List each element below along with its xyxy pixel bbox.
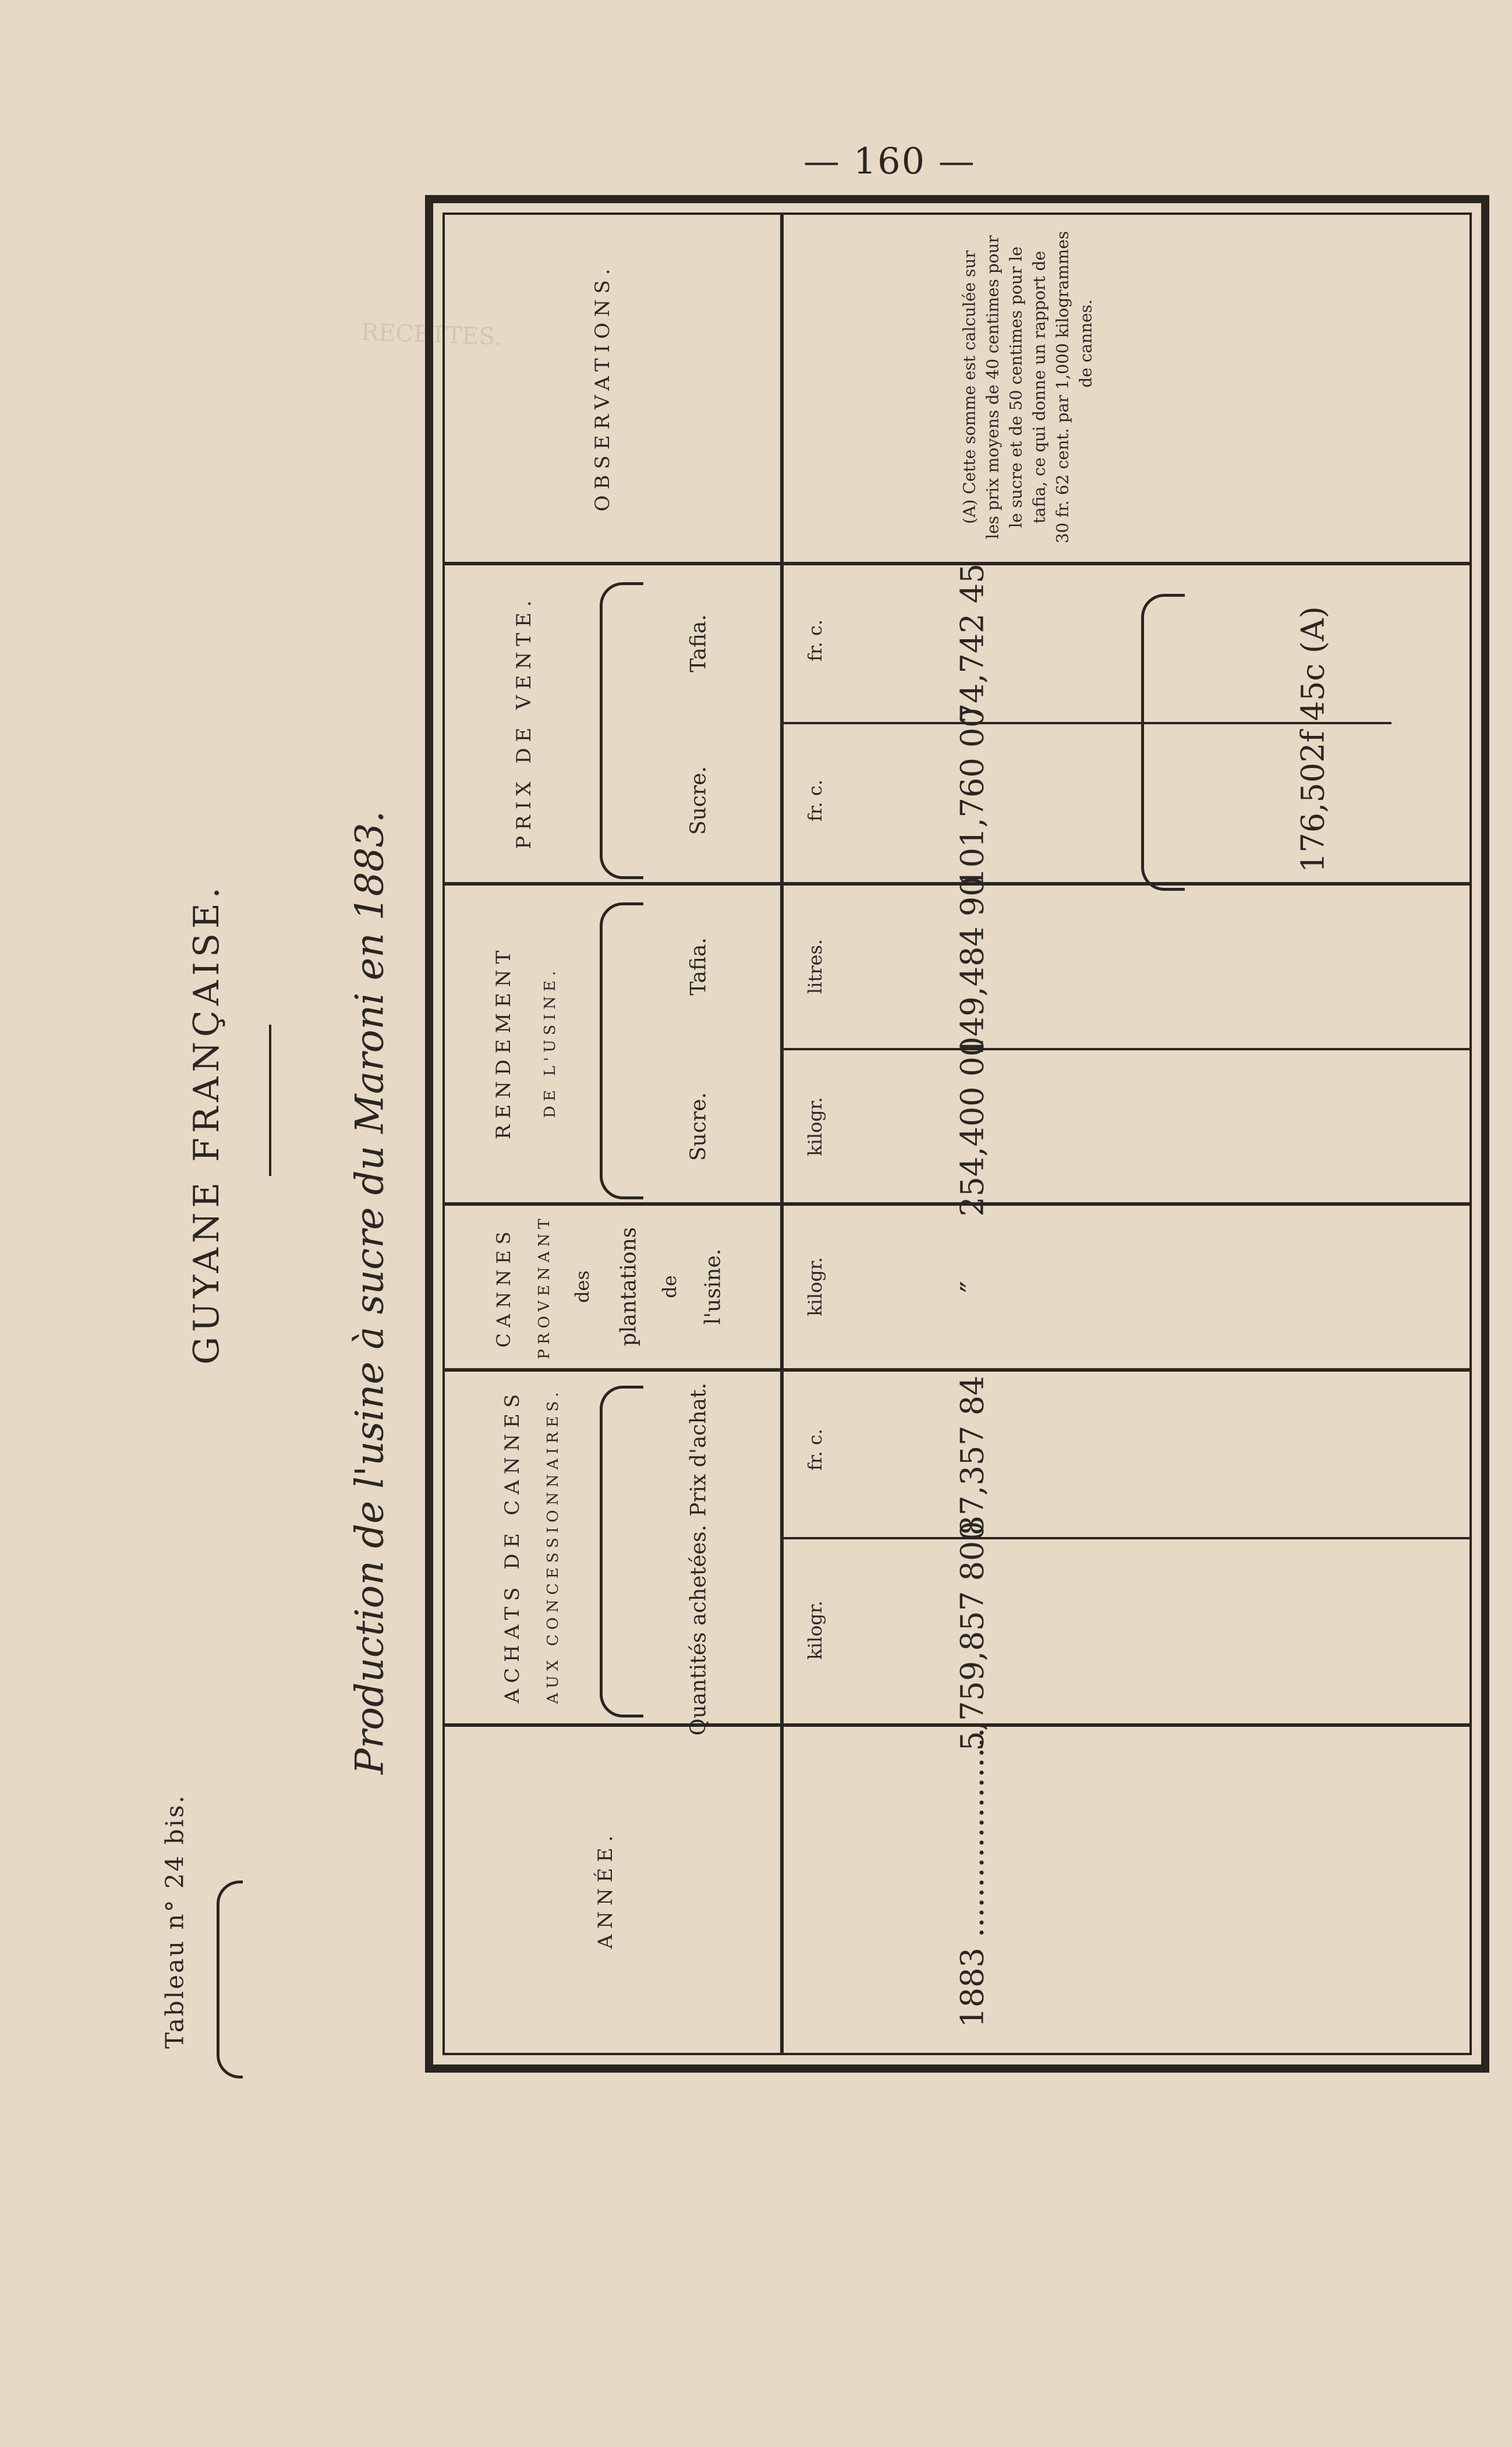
header-annee: ANNÉE. (594, 1829, 617, 1949)
header-sucre-rend: Sucre. (686, 1092, 711, 1161)
unit-tafia-prix: fr. c. (804, 619, 826, 662)
col-divider-cannes (442, 1368, 1472, 1372)
cell-annee: 1883 ..................... (954, 1727, 991, 2028)
header-tafia-rend: Tafia. (686, 937, 711, 996)
header-quantites: Quantités achetées. (686, 1524, 711, 1736)
note-line-2: les prix moyens de 40 centimes pour (983, 235, 1003, 539)
header-cannes-des: des (571, 1270, 593, 1303)
cell-tafia-rend: 149,484 90 (954, 876, 991, 1057)
unit-tafia-rend: litres. (804, 939, 826, 994)
table-ref-brace (217, 1881, 243, 2078)
country-heading: GUYANE FRANÇAISE. (186, 883, 227, 1365)
cell-sucre-prix: 101,760 00 (954, 707, 991, 888)
header-cannes-plantations: plantations (617, 1227, 641, 1347)
header-observations: OBSERVATIONS. (591, 263, 614, 512)
header-cannes-usine: l'usine. (701, 1248, 725, 1325)
prix-brace (600, 582, 643, 879)
header-rendement: RENDEMENT (492, 944, 515, 1140)
unit-quantites: kilogr. (804, 1600, 826, 1660)
cell-quantites: 5,759,857 800 (954, 1521, 991, 1751)
note-line-4: tafia, ce qui donne un rapport de (1029, 250, 1049, 524)
note-line-5: 30 fr. 62 cent. par 1,000 kilogrammes (1053, 231, 1072, 544)
table-ref: Tableau n° 24 bis. (160, 1794, 189, 2049)
page-number: — 160 — (803, 140, 976, 182)
unit-sucre-prix: fr. c. (804, 779, 826, 822)
unit-sucre-rend: kilogr. (804, 1097, 826, 1156)
cell-cannes: ″ (954, 1280, 991, 1293)
cell-tafia-prix: 74,742 45 (954, 563, 991, 724)
header-cannes-sub: PROVENANT (536, 1214, 553, 1359)
cell-total-prix: 176,502f 45c (A) (1294, 606, 1332, 873)
cell-sucre-rend: 254,400 00 (954, 1036, 991, 1217)
header-rendement-sub: DE L'USINE. (541, 966, 559, 1118)
header-achats: ACHATS DE CANNES (501, 1388, 524, 1704)
bleed-through-text: RECETTES. (360, 318, 502, 351)
table-title: Production de l'usine à sucre du Maroni en 1883. (347, 810, 392, 1775)
note-line-3: le sucre et de 50 centimes pour le (1006, 246, 1026, 528)
subcol-divider-rendement (780, 1048, 1472, 1050)
unit-cannes: kilogr. (804, 1257, 826, 1316)
header-cannes-de: de (658, 1275, 681, 1298)
note-line-6: de cannes. (1076, 299, 1096, 388)
unit-prix-achat: fr. c. (804, 1428, 826, 1471)
header-tafia-prix: Tafia. (686, 614, 711, 672)
header-sucre-prix: Sucre. (686, 766, 711, 835)
header-achats-sub: AUX CONCESSIONNAIRES. (544, 1387, 562, 1704)
header-separator (780, 213, 784, 2055)
cell-prix-achat: 87,357 84 (954, 1375, 991, 1536)
rendement-brace (600, 902, 643, 1199)
heading-divider (269, 1025, 271, 1176)
header-cannes: CANNES (493, 1226, 515, 1348)
note-line-1: (A) Cette somme est calculée sur (959, 250, 979, 524)
header-prix-vente: PRIX DE VENTE. (512, 594, 536, 849)
total-brace (1141, 594, 1185, 891)
achats-brace (600, 1386, 643, 1717)
subcol-divider-achats (780, 1537, 1472, 1539)
header-prix-achat: Prix d'achat. (686, 1383, 711, 1517)
